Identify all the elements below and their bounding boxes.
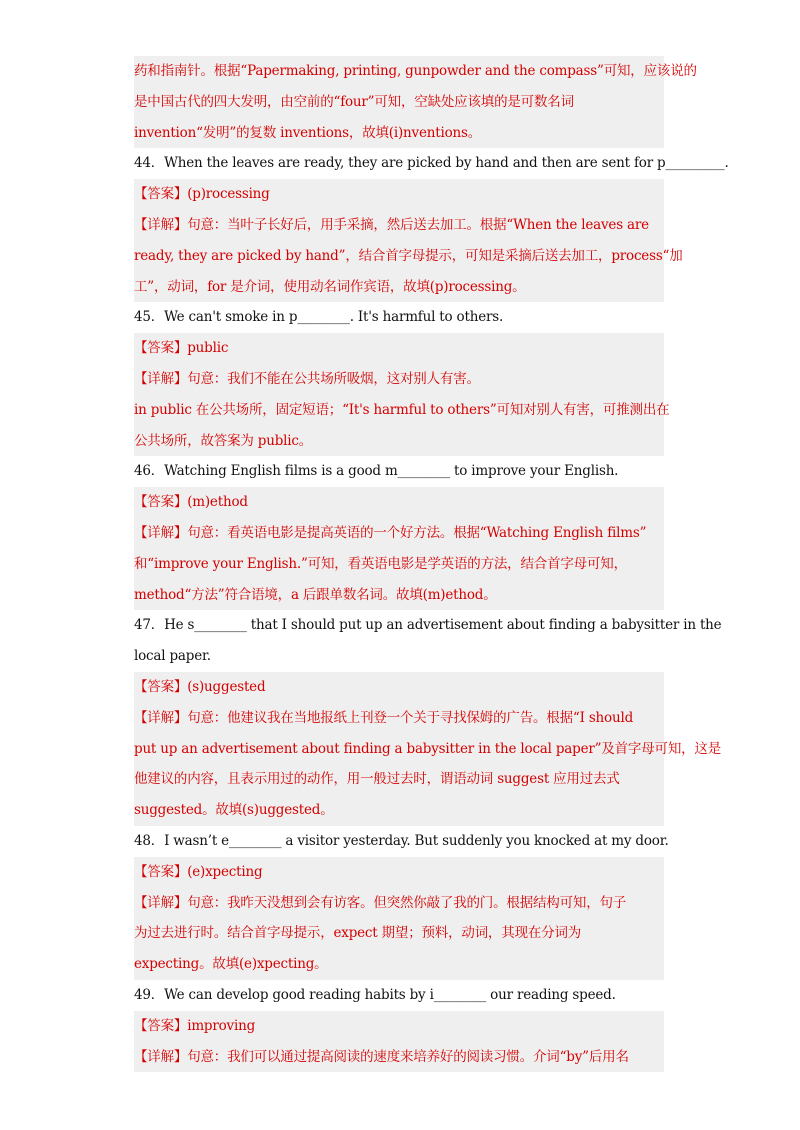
- answer-line: 公共场所，故答案为 public。: [134, 432, 313, 449]
- document-page: [134, 56, 729, 1072]
- question-line: 44．When the leaves are ready, they are picked by hand and then are sent for p_________.: [134, 155, 729, 172]
- question: [134, 826, 669, 857]
- answer-line: 他建议的内容，且表示用过的动作，用一般过去时，谓语动词 suggest 应用过去式: [134, 771, 620, 788]
- answer-block: [134, 179, 683, 302]
- answer-line: 是中国古代的四大发明，由空前的“four”可知，空缺处应该填的是可数名词: [134, 93, 574, 110]
- answer-line: invention“发明”的复数 inventions，故填(i)nventions。: [134, 124, 482, 141]
- answer-block: [134, 333, 670, 456]
- answer-line: 药和指南针。根据“Papermaking, printing, gunpowder and the compass”可知，应该说的: [134, 63, 697, 79]
- answer-line: 【详解】句意：当叶子长好后，用手采摘，然后送去加工。根据“When the leaves are: [134, 216, 649, 233]
- answer-line: 【详解】句意：他建议我在当地报纸上刊登一个关于寻找保姆的广告。根据“I should: [134, 709, 634, 726]
- answer-line: 【详解】句意：我们可以通过提高阅读的速度来培养好的阅读习惯。介词“by”后用名: [134, 1048, 629, 1065]
- answer-block: [134, 672, 722, 826]
- answer-line: ready, they are picked by hand”，结合首字母提示，可知是采摘后送去加工，process“加: [134, 247, 683, 264]
- answer-line: in public 在公共场所，固定短语；“It's harmful to others”可知对别人有害，可推测出在: [134, 401, 670, 418]
- answer-line: suggested。故填(s)uggested。: [134, 802, 334, 819]
- answer-line: 为过去进行时。结合首字母提示，expect 期望；预料，动词，其现在分词为: [134, 925, 582, 942]
- answer-line: 【答案】improving: [134, 1017, 256, 1034]
- answer-line: 【详解】句意：我们不能在公共场所吸烟，这对别人有害。: [134, 370, 480, 387]
- question-line: local paper.: [134, 648, 211, 665]
- question: [134, 610, 722, 672]
- answer-line: 【详解】句意：我昨天没想到会有访客。但突然你敲了我的门。根据结构可知，句子: [134, 894, 627, 911]
- question-line: 46．Watching English films is a good m________ to improve your English.: [134, 463, 619, 480]
- answer-block: [134, 487, 664, 610]
- answer-line: method“方法”符合语境，a 后跟单数名词。故填(m)ethod。: [134, 586, 497, 603]
- answer-line: 【答案】public: [134, 340, 229, 357]
- answer-block: [134, 1011, 664, 1073]
- question-line: 47．He s________ that I should put up an advertisement about finding a babysitter in the: [134, 617, 722, 634]
- question: [134, 148, 729, 179]
- answer-line: 【详解】句意：看英语电影是提高英语的一个好方法。根据“Watching English films”: [134, 524, 647, 541]
- answer-block: [134, 857, 664, 980]
- answer-line: 【答案】(p)rocessing: [134, 186, 270, 203]
- answer-line: 【答案】(m)ethod: [134, 494, 248, 511]
- answer-line: expecting。故填(e)xpecting。: [134, 956, 328, 973]
- answer-line: put up an advertisement about finding a babysitter in the local paper”及首字母可知，这是: [134, 740, 722, 757]
- answer-line: 【答案】(e)xpecting: [134, 863, 263, 880]
- question: [134, 980, 664, 1011]
- question-line: 49．We can develop good reading habits by i________ our reading speed.: [134, 986, 616, 1003]
- question-line: 45．We can't smoke in p________. It's harmful to others.: [134, 309, 504, 326]
- answer-line: 【答案】(s)uggested: [134, 678, 266, 695]
- answer-line: 工”，动词，for 是介词，使用动名词作宾语，故填(p)rocessing。: [134, 278, 526, 295]
- answer-line: 和“improve your English.”可知，看英语电影是学英语的方法，结合首字母可知，: [134, 555, 627, 572]
- question: [134, 456, 664, 487]
- question: [134, 302, 664, 333]
- answer-block: [134, 56, 697, 148]
- question-line: 48．I wasn’t e________ a visitor yesterday. But suddenly you knocked at my door.: [134, 832, 669, 849]
